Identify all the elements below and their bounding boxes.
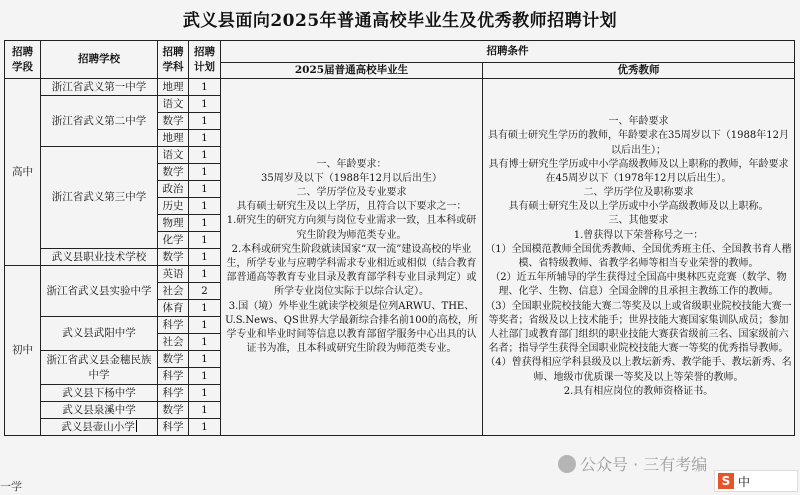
req-line: 二、学历学位及职称要求 (583, 187, 694, 199)
stage-high: 高中 (5, 79, 41, 266)
school-cell: 浙江省武义县金穗民族中学 (41, 351, 158, 385)
header-subject: 招聘学科 (158, 41, 189, 79)
count-cell: 1 (189, 147, 221, 164)
req-line: 具有硕士研究生学历的教师，年龄要求在35周岁以下（1988年12月以后出生）； (488, 130, 789, 156)
recruitment-table (4, 40, 795, 436)
subject-cell: 化学 (158, 232, 189, 249)
sogou-logo-icon: S (718, 473, 734, 489)
graduate-requirements (221, 79, 483, 436)
subject-cell: 物理 (158, 215, 189, 232)
req-line: 一、年龄要求 (608, 116, 669, 128)
count-cell: 1 (189, 96, 221, 113)
req-line: 35周岁及以下（1988年12月以后出生） (261, 172, 442, 184)
header-plan: 招聘计划 (189, 41, 221, 79)
count-cell: 1 (189, 198, 221, 215)
subject-cell: 社会 (158, 283, 189, 300)
document-title: 武义县面向2025年普通高校毕业生及优秀教师招聘计划 (182, 11, 618, 31)
watermark (558, 452, 707, 475)
count-cell: 1 (189, 249, 221, 266)
subject-cell: 数学 (158, 351, 189, 368)
subject-cell: 科学 (158, 419, 189, 436)
count-cell: 1 (189, 232, 221, 249)
count-cell: 1 (189, 300, 221, 317)
count-cell: 1 (189, 164, 221, 181)
subject-cell: 英语 (158, 266, 189, 283)
count-cell: 1 (189, 368, 221, 385)
stage-junior: 初中 (5, 266, 41, 436)
req-line: 具有博士研究生学历或中小学高级教师及以上职称的教师，年龄要求在45周岁以下（1978年12月以后出生）。 (488, 158, 789, 184)
req-line: （3）全国职业院校技能大赛二等奖及以上或省级职业院校技能大赛一等奖者；省级及以上技术能手；世界技能大赛国家集训队成员；参加人社部门或教育部门组织的职业技能大赛获省级前三名、国家级前六名者；指导学生获得全国职业院校技能大赛一等奖的优秀指导教师。 (485, 300, 792, 355)
header-school: 招聘学校 (41, 41, 158, 79)
text-cursor (136, 420, 137, 432)
school-cell: 浙江省武义县实验中学 (41, 266, 158, 317)
req-line: 2.具有相应岗位的教师资格证书。 (563, 385, 714, 397)
subject-cell: 科学 (158, 368, 189, 385)
watermark-text: 公众号 · 三有考编 (580, 455, 708, 474)
req-line: 1.曾获得以下荣誉称号之一： (573, 229, 704, 241)
req-line: 具有硕士研究生及以上学历或中小学高级教师及以上职称。 (508, 201, 769, 213)
header-conditions: 招聘条件 (221, 41, 795, 63)
req-line: （1）全国模范教师全国优秀教师、全国优秀班主任、全国教书育人楷模、省特级教师、省教学名师等相当专业荣誉的教师。 (485, 243, 792, 269)
req-line: 三、其他要求 (608, 215, 669, 227)
count-cell: 1 (189, 113, 221, 130)
subject-cell: 数学 (158, 249, 189, 266)
subject-cell: 地理 (158, 79, 189, 96)
count-cell: 1 (189, 351, 221, 368)
table-row (5, 79, 795, 96)
ime-toolbar[interactable] (714, 470, 798, 492)
edge-cut-text: 一学 (0, 480, 22, 493)
school-cell: 浙江省武义第三中学 (41, 147, 158, 249)
count-cell: 1 (189, 317, 221, 334)
subject-cell: 历史 (158, 198, 189, 215)
school-cell-text: 武义县壶山小学 (61, 420, 135, 433)
req-line: 2.本科或研究生阶段就读国家“双一流”建设高校的毕业生，所学专业与应聘学科需求专业相近或相似（结合教育部普通高等教育专业目录及教育部学科专业目录判定）或所学专业岗位实际于以综合认定）。 (226, 243, 477, 298)
school-cell: 武义县职业技术学校 (41, 249, 158, 266)
count-cell: 1 (189, 215, 221, 232)
subject-cell: 科学 (158, 317, 189, 334)
school-cell: 武义县泉溪中学 (41, 402, 158, 419)
header-stage: 招聘学段 (5, 41, 41, 79)
ime-mode-label[interactable]: 中 (738, 474, 751, 489)
subject-cell: 语文 (158, 96, 189, 113)
school-cell: 武义县武阳中学 (41, 317, 158, 351)
count-cell: 1 (189, 385, 221, 402)
subject-cell: 地理 (158, 130, 189, 147)
count-cell: 1 (189, 130, 221, 147)
subject-cell: 政治 (158, 181, 189, 198)
req-line: 具有硕士研究生及以上学历，且符合以下要求之一： (236, 201, 467, 213)
wechat-icon (558, 455, 576, 473)
school-cell[interactable] (41, 419, 158, 436)
req-line: （4）曾获得相应学科县级及以上教坛新秀、教学能手、教坛新秀、名师、地级市优质课一等奖及以上等荣誉的教师。 (485, 357, 792, 383)
header-graduates: 2025届普通高校毕业生 (221, 63, 483, 79)
subject-cell: 科学 (158, 385, 189, 402)
count-cell: 1 (189, 181, 221, 198)
req-line: 二、学历学位及专业要求 (296, 187, 407, 199)
subject-cell: 数学 (158, 113, 189, 130)
school-cell: 武义县下杨中学 (41, 385, 158, 402)
count-cell: 1 (189, 79, 221, 96)
excellent-requirements (483, 79, 795, 436)
count-cell: 2 (189, 283, 221, 300)
req-line: 一、年龄要求： (316, 158, 387, 170)
subject-cell: 体育 (158, 300, 189, 317)
subject-cell: 数学 (158, 402, 189, 419)
subject-cell: 社会 (158, 334, 189, 351)
req-line: 3.国（境）外毕业生就读学校须是位列ARWU、THE、U.S.News、QS世界大学最新综合排名前100的高校，所学专业和毕业时间等信息以教育部留学服务中心出具的认证书为准，且本科或研究生阶段为师范类专业。 (225, 300, 478, 355)
count-cell: 1 (189, 334, 221, 351)
count-cell: 1 (189, 402, 221, 419)
subject-cell: 语文 (158, 147, 189, 164)
school-cell: 浙江省武义第一中学 (41, 79, 158, 96)
count-cell: 1 (189, 266, 221, 283)
subject-cell: 数学 (158, 164, 189, 181)
req-line: （2）近五年所辅导的学生获得过全国高中奥林匹克竞赛（数学、物理、化学、生物、信息）全国金牌的且承担主教练工作的教师。 (490, 272, 787, 298)
req-line: 1.研究生的研究方向须与岗位专业需求一致，且本科或研究生阶段为师范类专业。 (226, 215, 477, 241)
count-cell: 1 (189, 419, 221, 436)
school-cell: 浙江省武义第二中学 (41, 96, 158, 147)
header-excellent: 优秀教师 (483, 63, 795, 79)
